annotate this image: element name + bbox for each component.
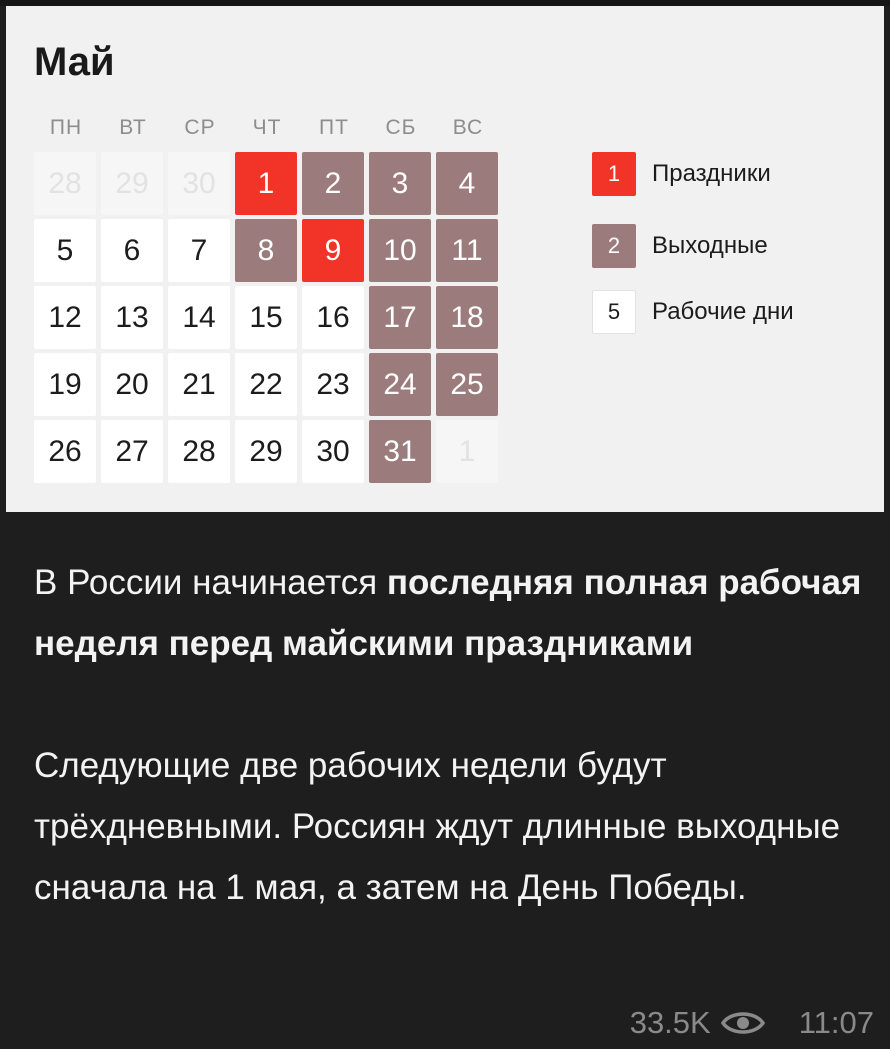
calendar-day-work: 14 xyxy=(168,286,230,349)
legend-item-workdays xyxy=(592,290,890,334)
weekday-label: ПТ xyxy=(319,116,349,139)
calendar-day-out: 30 xyxy=(168,152,230,215)
legend-label: Праздники xyxy=(652,160,771,187)
calendar-day-out: 29 xyxy=(101,152,163,215)
calendar-day-holiday: 9 xyxy=(302,219,364,282)
calendar-day-out: 1 xyxy=(436,420,498,483)
message-text xyxy=(34,552,864,918)
calendar-day-work: 29 xyxy=(235,420,297,483)
calendar-day-work: 13 xyxy=(101,286,163,349)
calendar-day-work: 21 xyxy=(168,353,230,416)
month-title: Май xyxy=(34,40,115,84)
eye-icon xyxy=(721,1007,765,1039)
calendar-day-work: 7 xyxy=(168,219,230,282)
calendar-day-weekend: 31 xyxy=(369,420,431,483)
calendar-day-weekend: 2 xyxy=(302,152,364,215)
calendar-day-work: 30 xyxy=(302,420,364,483)
legend-swatch-weekend: 2 xyxy=(592,224,636,268)
calendar-day-work: 15 xyxy=(235,286,297,349)
message-meta xyxy=(630,1005,874,1041)
legend-label: Рабочие дни xyxy=(652,298,794,325)
calendar-day-work: 6 xyxy=(101,219,163,282)
calendar-day-work: 28 xyxy=(168,420,230,483)
calendar-day-work: 20 xyxy=(101,353,163,416)
message-paragraph-2: Следующие две рабочих недели будут трёхдневными. Россиян ждут длинные выходные сначала на 1 мая, а затем на День Победы. xyxy=(34,746,841,907)
calendar-day-work: 27 xyxy=(101,420,163,483)
calendar-day-work: 22 xyxy=(235,353,297,416)
calendar-day-work: 16 xyxy=(302,286,364,349)
calendar-day-work: 19 xyxy=(34,353,96,416)
view-count: 33.5K xyxy=(629,1005,711,1040)
weekday-label: СР xyxy=(184,116,216,139)
calendar-day-weekend: 25 xyxy=(436,353,498,416)
calendar-day-weekend: 8 xyxy=(235,219,297,282)
calendar-day-weekend: 10 xyxy=(369,219,431,282)
legend-label: Выходные xyxy=(652,232,768,259)
paragraph-gap xyxy=(34,674,864,735)
legend-swatch-workday: 5 xyxy=(592,290,636,334)
calendar-day-weekend: 18 xyxy=(436,286,498,349)
calendar-day-weekend: 17 xyxy=(369,286,431,349)
calendar-day-work: 5 xyxy=(34,219,96,282)
message-paragraph-1 xyxy=(34,552,864,674)
calendar-day-holiday: 1 xyxy=(235,152,297,215)
weekday-label: ВС xyxy=(452,116,484,139)
calendar-day-weekend: 24 xyxy=(369,353,431,416)
weekday-label: ВТ xyxy=(119,116,147,139)
message-text-regular: В России начинается xyxy=(34,563,387,602)
legend-item-weekends xyxy=(592,224,890,268)
legend-item-holidays xyxy=(592,152,890,196)
message-text-bold: последняя полная рабочая неделя перед майскими праздниками xyxy=(34,563,862,663)
weekday-label: ПН xyxy=(49,116,83,139)
weekday-label: ЧТ xyxy=(252,116,282,139)
calendar-day-weekend: 11 xyxy=(436,219,498,282)
message-time: 11:07 xyxy=(798,1005,874,1040)
calendar-day-work: 12 xyxy=(34,286,96,349)
calendar-image[interactable] xyxy=(6,6,884,512)
calendar-day-weekend: 4 xyxy=(436,152,498,215)
calendar-day-work: 23 xyxy=(302,353,364,416)
legend-swatch-holiday: 1 xyxy=(592,152,636,196)
calendar-day-weekend: 3 xyxy=(369,152,431,215)
calendar-day-out: 28 xyxy=(34,152,96,215)
calendar-day-work: 26 xyxy=(34,420,96,483)
weekday-label: СБ xyxy=(385,116,417,139)
